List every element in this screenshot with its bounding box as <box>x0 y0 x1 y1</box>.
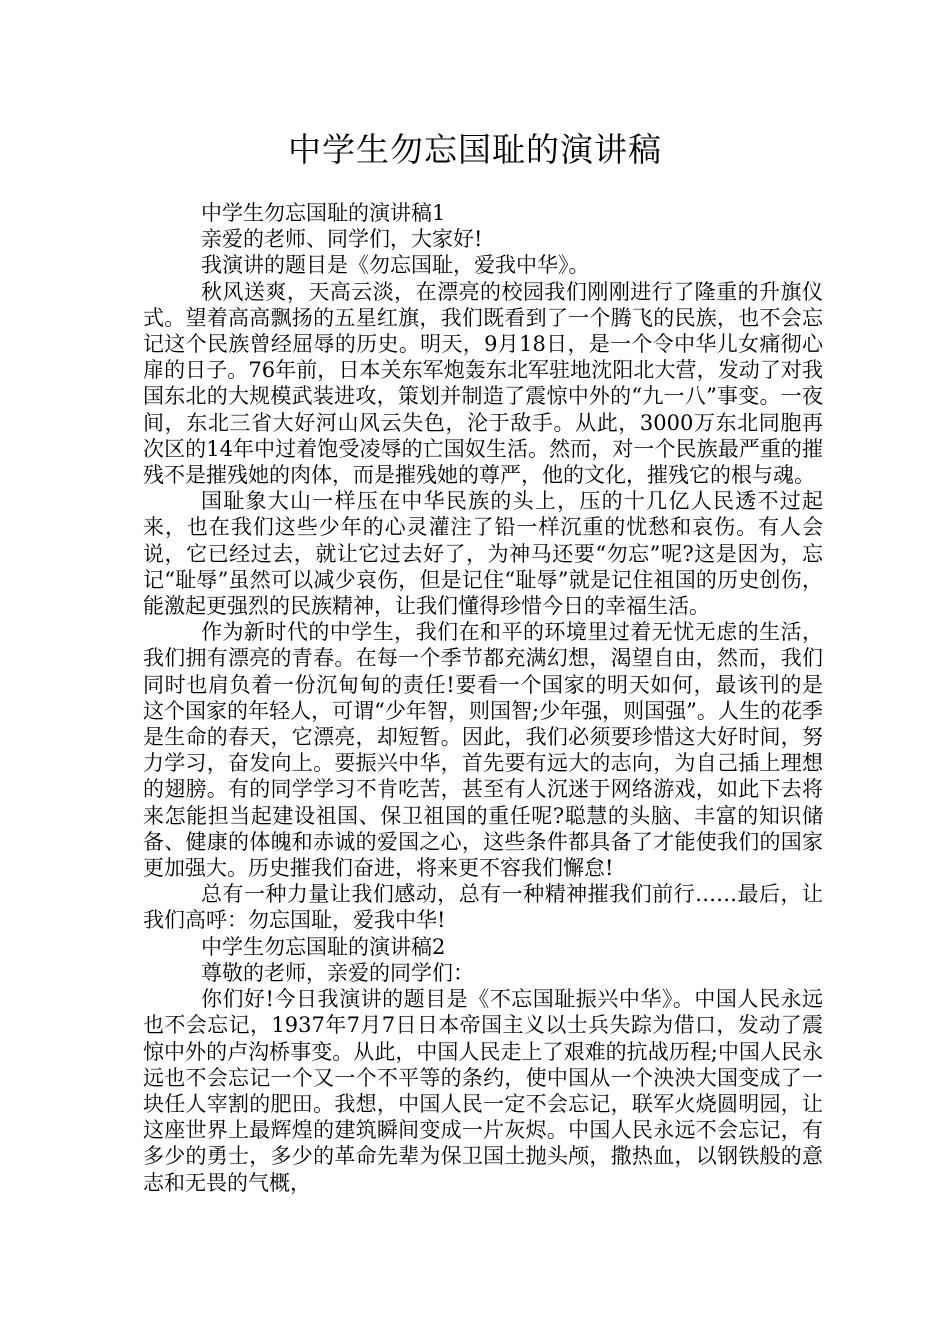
closing-paragraph: 总有一种力量让我们感动，总有一种精神摧我们前行……最后，让我们高呼：勿忘国耻，爱我中华! <box>143 882 823 933</box>
section-heading-1: 中学生勿忘国耻的演讲稿1 <box>201 201 446 225</box>
document-body <box>143 200 823 1196</box>
body-paragraph: 你们好!今日我演讲的题目是《不忘国耻振兴中华》。中国人民永远也不会忘记，1937年7月7日日本帝国主义以士兵失踪为借口，发动了震惊中外的卢沟桥事变。从此，中国人民走上了艰难的抗战历程;中国人民永远也不会忘记一个又一个不平等的条约，使中国从一个泱泱大国变成了一块任人宰割的肥田。我想，中国人民一定不会忘记，联军火烧圆明园，让这座世界上最辉煌的建筑瞬间变成一片灰烬。中国人民永远不会忘记，有多少的勇士，多少的革命先辈为保卫国土抛头颅，撒热血，以钢铁般的意志和无畏的气概， <box>143 987 823 1195</box>
body-paragraph: 国耻象大山一样压在中华民族的头上，压的十几亿人民透不过起来，也在我们这些少年的心灵灌注了铅一样沉重的忧愁和哀伤。有人会说，它已经过去，就让它过去好了，为神马还要“勿忘”呢?这是因为，忘记“耻辱”虽然可以减少哀伤，但是记住“耻辱”就是记住祖国的历史创伤，能激起更强烈的民族精神，让我们懂得珍惜今日的幸福生活。 <box>143 489 823 619</box>
document-title: 中学生勿忘国耻的演讲稿 <box>288 130 662 169</box>
greeting-paragraph: 亲爱的老师、同学们，大家好! <box>201 227 483 252</box>
greeting-paragraph-2: 尊敬的老师，亲爱的同学们： <box>201 960 474 985</box>
body-paragraph: 作为新时代的中学生，我们在和平的环境里过着无忧无虑的生活，我们拥有漂亮的青春。在每一个季节都充满幻想，渴望自由，然而，我们同时也肩负着一份沉甸甸的责任!要看一个国家的明天如何，最该刊的是这个国家的年轻人，可谓“少年智，则国智;少年强，则国强”。人生的花季是生命的春天，它漂亮，却短暂。因此，我们必须要珍惜这大好时间，努力学习，奋发向上。要振兴中华，首先要有远大的志向，为自己插上理想的翅膀。有的同学学习不肯吃苦，甚至有人沉迷于网络游戏，如此下去将来怎能担当起建设祖国、保卫祖国的重任呢?聪慧的头脑、丰富的知识储备、健康的体魄和赤诚的爱国之心，这些条件都具备了才能使我们的国家更加强大。历史摧我们奋进，将来更不容我们懈怠! <box>143 620 823 881</box>
section-heading-2: 中学生勿忘国耻的演讲稿2 <box>201 934 446 959</box>
body-paragraph: 秋风送爽，天高云淡，在漂亮的校园我们刚刚进行了隆重的升旗仪式。望着高高飘扬的五星红旗，我们既看到了一个腾飞的民族，也不会忘记这个民族曾经屈辱的历史。明天，9月18日，是一个令中华儿女痛彻心扉的日子。76年前，日本关东军炮轰东北军驻地沈阳北大营，发动了对我国东北的大规模武装进攻，策划并制造了震惊中外的“九一八”事变。一夜间，东北三省大好河山风云失色，沦于敌手。从此，3000万东北同胞再次区的14年中过着饱受凌辱的亡国奴生活。然而，对一个民族最严重的摧残不是摧残她的肉体，而是摧残她的尊严，他的文化，摧残它的根与魂。 <box>143 279 823 488</box>
topic-paragraph: 我演讲的题目是《勿忘国耻，爱我中华》。 <box>201 253 590 278</box>
